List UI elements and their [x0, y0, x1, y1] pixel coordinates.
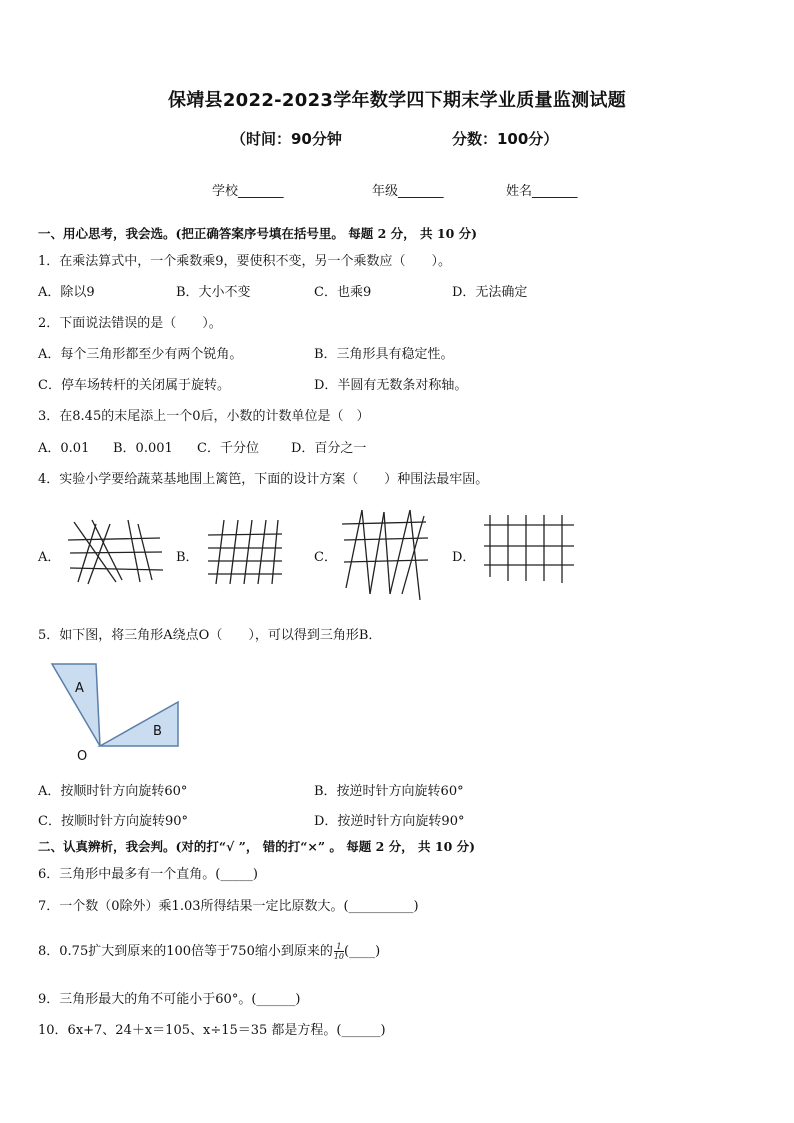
q8-text-before: 8．0.75扩大到原来的100倍等于750缩小到原来的: [38, 944, 333, 959]
section2-heading: 二、认真辨析，我会判。(对的打“√ ”， 错的打“×” 。 每题 2 分， 共 10 分): [38, 839, 476, 854]
q1-option-a: A．除以9: [38, 285, 95, 300]
q5-option-a: A．按顺时针方向旋转60°: [38, 784, 188, 799]
q3-option-c: C．千分位: [197, 441, 259, 456]
q2-option-d: D．半圆有无数条对称轴。: [314, 378, 468, 393]
q5-option-d: D．按逆时针方向旋转90°: [314, 814, 465, 829]
q7-text: 7．一个数（0除外）乘1.03所得结果一定比原数大。(__________): [38, 899, 419, 914]
q1-option-c: C．也乘9: [314, 285, 372, 300]
section1-heading: 一、用心思考，我会选。(把正确答案序号填在括号里。 每题 2 分， 共 10 分): [38, 226, 478, 241]
q3-option-d: D．百分之一: [291, 441, 367, 456]
q2-text: 2．下面说法错误的是（ ）。: [38, 316, 222, 331]
q6-text: 6．三角形中最多有一个直角。(_____): [38, 867, 258, 882]
exam-time: （时间：90分钟: [231, 130, 342, 148]
q1-text: 1．在乘法算式中，一个乘数乘9，要使积不变，另一个乘数应（ ）。: [38, 254, 452, 269]
name-field: 姓名_______: [506, 184, 578, 199]
q4-label-d: D．: [452, 550, 476, 565]
q3-text: 3．在8.45的末尾添上一个0后，小数的计数单位是（ ）: [38, 409, 370, 424]
fence-b-figure: [206, 518, 286, 588]
page-title: 保靖县2022-2023学年数学四下期末学业质量监测试题: [167, 90, 627, 111]
q4-label-a: A．: [38, 550, 61, 565]
rotation-figure: [48, 660, 188, 770]
q8-text-after: (____): [344, 944, 381, 959]
q8-fraction-denominator: 10: [333, 952, 345, 961]
triangle-b: [100, 702, 178, 746]
q4-label-c: C．: [314, 550, 337, 565]
q8-text: [38, 940, 380, 961]
q4-label-b: B．: [176, 550, 199, 565]
q8-fraction-numerator: 1: [334, 942, 344, 952]
q4-text: 4．实验小学要给蔬菜基地围上篱笆，下面的设计方案（ ）种围法最牢固。: [38, 472, 489, 487]
q8-fraction: [334, 942, 344, 961]
q5-text: 5．如下图，将三角形A绕点O（ ），可以得到三角形B．: [38, 628, 382, 643]
triangle-a: [52, 664, 100, 746]
exam-score: 分数：100分）: [452, 130, 559, 148]
label-triangle-a: A: [75, 681, 84, 696]
label-point-o: O: [77, 749, 88, 764]
q10-text: 10．6x+7、24＋x＝105、x÷15＝35 都是方程。(______): [38, 1023, 386, 1038]
q9-text: 9．三角形最大的角不可能小于60°。(______): [38, 992, 301, 1007]
q5-option-c: C．按顺时针方向旋转90°: [38, 814, 188, 829]
fence-a-figure: [66, 518, 166, 588]
grade-field: 年级_______: [372, 184, 444, 199]
q2-option-a: A．每个三角形都至少有两个锐角。: [38, 347, 243, 362]
fence-c-figure: [340, 506, 430, 602]
label-triangle-b: B: [153, 724, 162, 739]
fence-d-figure: [482, 513, 578, 589]
q1-option-d: D．无法确定: [452, 285, 528, 300]
school-field: 学校_______: [212, 184, 284, 199]
q2-option-c: C．停车场转杆的关闭属于旋转。: [38, 378, 230, 393]
q2-option-b: B．三角形具有稳定性。: [314, 347, 454, 362]
q1-option-b: B．大小不变: [176, 285, 251, 300]
q3-option-a: A．0.01: [38, 441, 90, 456]
q3-option-b: B．0.001: [113, 441, 173, 456]
q5-option-b: B．按逆时针方向旋转60°: [314, 784, 464, 799]
